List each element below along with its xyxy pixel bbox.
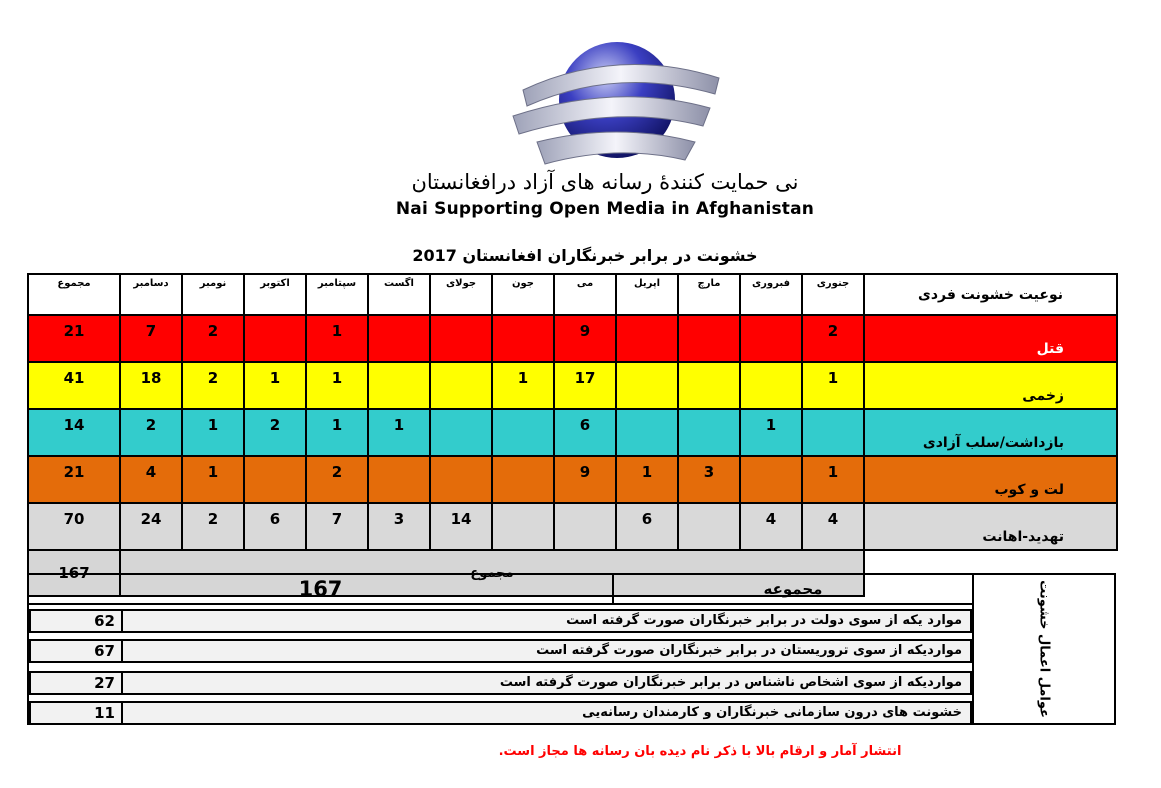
perpetrator-row-unknown	[29, 671, 972, 695]
cell	[554, 503, 616, 550]
cell	[492, 503, 554, 550]
cell	[616, 409, 678, 456]
header-month: سپتامبر	[306, 274, 368, 315]
perpetrator-label: مواردیکه از سوی اشخاص ناشناس در برابر خبرنگاران صورت گرفته است	[499, 675, 962, 690]
table-row-threat	[28, 503, 1117, 550]
cell	[492, 456, 554, 503]
perpetrators-table	[27, 573, 1116, 725]
cell: 2	[306, 456, 368, 503]
perpetrators-side-cell	[972, 575, 1114, 723]
cell: 2	[182, 503, 244, 550]
row-type-label: تهدید-اهانت	[864, 503, 1117, 550]
cell: 6	[616, 503, 678, 550]
row-total: 70	[28, 503, 120, 550]
cell: 2	[182, 362, 244, 409]
cell: 3	[368, 503, 430, 550]
cell	[430, 409, 492, 456]
org-name-english: Nai Supporting Open Media in Afghanistan	[395, 199, 815, 219]
cell	[740, 362, 802, 409]
table-row-injured	[28, 362, 1117, 409]
perpetrator-label: موارد یکه از سوی دولت در برابر خبرنگاران صورت گرفته است	[566, 613, 962, 628]
cell	[678, 315, 740, 362]
nai-globe-logo	[505, 38, 730, 173]
row-type-label: زخمی	[864, 362, 1117, 409]
row-type-label: لت و کوب	[864, 456, 1117, 503]
report-title: خشونت در برابر خبرنگاران افغانستان 2017	[412, 246, 758, 265]
cell: 9	[554, 315, 616, 362]
perpetrator-row-government	[29, 609, 972, 633]
cell	[802, 409, 864, 456]
cell: 9	[554, 456, 616, 503]
cell: 1	[182, 409, 244, 456]
cell: 1	[306, 362, 368, 409]
perpetrators-total-value: 167	[29, 575, 614, 603]
cell: 1	[616, 456, 678, 503]
perpetrator-count: 67	[31, 641, 123, 661]
cell	[616, 362, 678, 409]
table-header-row	[28, 274, 1117, 315]
cell: 1	[244, 362, 306, 409]
publication-notice: انتشار آمار و ارقام بالا با ذکر نام دیده بان رسانه ها مجاز است.	[498, 744, 902, 759]
header-month: می	[554, 274, 616, 315]
row-type-label: قتل	[864, 315, 1117, 362]
header-month: دسامبر	[120, 274, 182, 315]
table-row-detention	[28, 409, 1117, 456]
cell: 1	[740, 409, 802, 456]
cell: 1	[368, 409, 430, 456]
row-total: 14	[28, 409, 120, 456]
cell: 2	[802, 315, 864, 362]
row-type-label: بازداشت/سلب آزادی	[864, 409, 1117, 456]
table-row-beating	[28, 456, 1117, 503]
perpetrator-count: 27	[31, 673, 123, 693]
perpetrators-total-row	[29, 575, 972, 605]
cell	[244, 315, 306, 362]
header-month: نومبر	[182, 274, 244, 315]
cell: 2	[182, 315, 244, 362]
row-total: 21	[28, 315, 120, 362]
header-month: مارچ	[678, 274, 740, 315]
cell: 1	[802, 362, 864, 409]
cell: 17	[554, 362, 616, 409]
perpetrators-total-label: مجموعه	[763, 580, 823, 598]
header-month: اکتوبر	[244, 274, 306, 315]
cell	[430, 362, 492, 409]
header-month: جنوری	[802, 274, 864, 315]
cell: 2	[244, 409, 306, 456]
cell	[678, 503, 740, 550]
violence-by-month-table	[27, 273, 1118, 597]
cell: 24	[120, 503, 182, 550]
cell: 1	[802, 456, 864, 503]
cell: 6	[244, 503, 306, 550]
cell	[244, 456, 306, 503]
org-name-persian: نی حمایت کنندهٔ رسانه های آزاد درافغانستان	[411, 170, 799, 194]
cell: 4	[802, 503, 864, 550]
header-violence-type: نوعیت خشونت فردی	[864, 274, 1117, 315]
grand-total-value: 167	[28, 550, 120, 596]
cell: 1	[492, 362, 554, 409]
header-month: جون	[492, 274, 554, 315]
cell: 4	[740, 503, 802, 550]
cell: 1	[306, 409, 368, 456]
cell: 7	[120, 315, 182, 362]
header-month: فبروری	[740, 274, 802, 315]
cell	[430, 456, 492, 503]
cell	[740, 315, 802, 362]
cell: 2	[120, 409, 182, 456]
cell	[368, 456, 430, 503]
cell	[492, 409, 554, 456]
header-month: اپریل	[616, 274, 678, 315]
cell	[616, 315, 678, 362]
header-month: جولای	[430, 274, 492, 315]
perpetrator-label: خشونت های درون سازمانی خبرنگاران و کارمندان رسانه‌یی	[582, 705, 962, 720]
perpetrator-count: 11	[31, 703, 123, 723]
cell: 7	[306, 503, 368, 550]
row-total: 21	[28, 456, 120, 503]
cell	[492, 315, 554, 362]
cell	[678, 362, 740, 409]
cell	[368, 362, 430, 409]
perpetrator-label: مواردیکه از سوی تروریستان در برابر خبرنگاران صورت گرفته است	[536, 643, 962, 658]
cell: 3	[678, 456, 740, 503]
cell	[430, 315, 492, 362]
cell: 14	[430, 503, 492, 550]
grand-total-label: مجموع	[120, 550, 864, 596]
header-total: مجموع	[28, 274, 120, 315]
perpetrators-side-label: عوامل اعمال خشونت	[1036, 580, 1052, 718]
cell	[740, 456, 802, 503]
perpetrator-row-internal	[29, 701, 972, 725]
cell: 6	[554, 409, 616, 456]
perpetrator-row-terrorists	[29, 639, 972, 663]
cell: 4	[120, 456, 182, 503]
cell: 1	[306, 315, 368, 362]
header-month: اگست	[368, 274, 430, 315]
cell: 1	[182, 456, 244, 503]
perpetrator-count: 62	[31, 611, 123, 631]
cell	[368, 315, 430, 362]
table-row-killing	[28, 315, 1117, 362]
cell: 18	[120, 362, 182, 409]
cell	[678, 409, 740, 456]
row-total: 41	[28, 362, 120, 409]
